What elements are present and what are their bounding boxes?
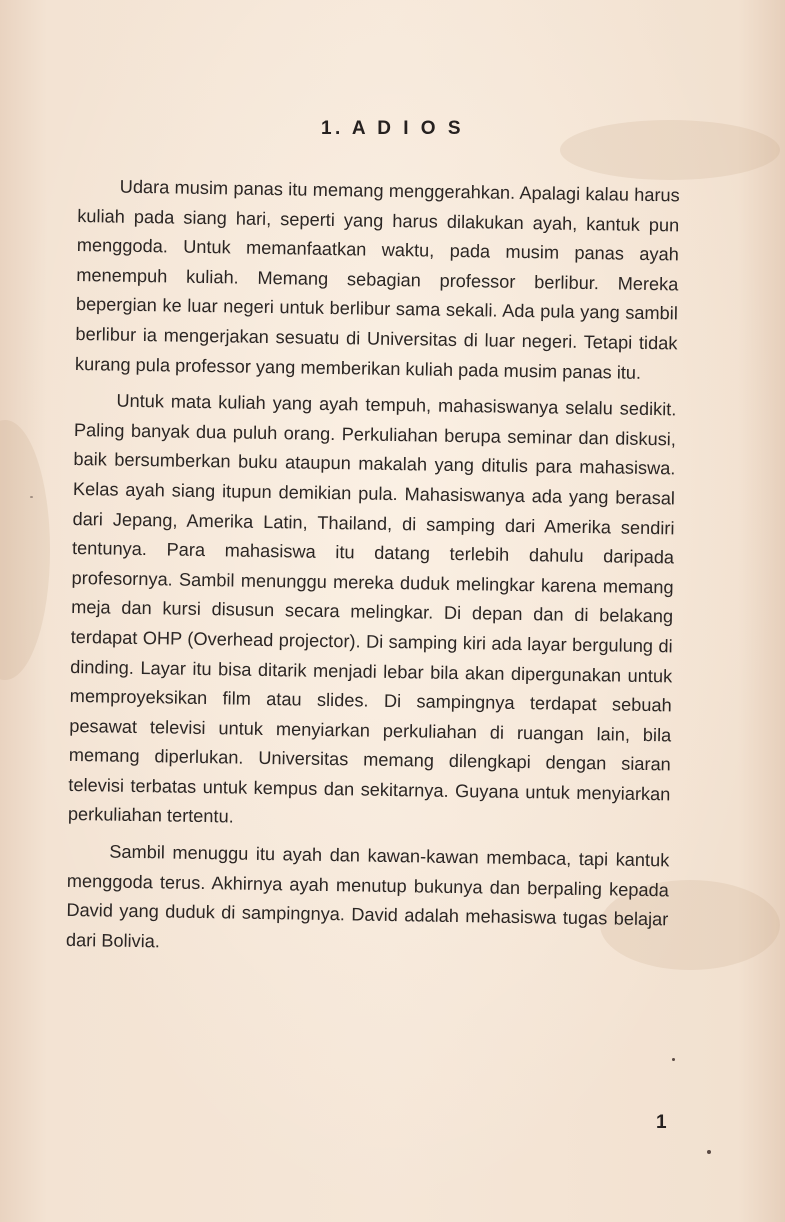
- paragraph-1: Udara musim panas itu memang menggerahkan. Apalagi kalau harus kuliah pada siang hari, seperti yang harus dilakukan ayah, kantuk pun menggoda. Untuk memanfaatkan waktu, pada musim panas ayah menempuh kuliah. Memang sebagian professor berlibur. Mereka bepergian ke luar negeri untuk berlibur sama sekali. Ada pula yang sambil berlibur ia mengerjakan sesuatu di Universitas di luar negeri. Tetapi tidak kurang pula professor yang memberikan kuliah pada musim panas itu.: [74, 176, 680, 383]
- paper-speck: [672, 1058, 675, 1061]
- paper-speck: [707, 1150, 711, 1154]
- chapter-title: 1. A D I O S: [320, 118, 464, 139]
- paper-stain: [0, 420, 50, 680]
- paragraph-2: Untuk mata kuliah yang ayah tempuh, mahasiswanya selalu sedikit. Paling banyak dua puluh orang. Perkuliahan berupa seminar dan diskusi, baik bersumberkan buku ataupun makalah yang ditulis para mahasiswa. Kelas ayah siang itupun demikian pula. Mahasiswanya ada yang berasal dari Jepang, Amerika Latin, Thailand, di samping dari Amerika sendiri tentunya. Para mahasiswa itu datang terlebih dahulu daripada profesornya. Sambil menunggu mereka duduk melingkar karena memang meja dan kursi disusun secara melingkar. Di depan dan di belakang terdapat OHP (Overhead projector). Di samping kiri ada layar bergulung di dinding. Layar itu bisa ditarik menjadi lebar bila akan dipergunakan untuk memproyeksikan film atau slides. Di sampingnya terdapat sebuah pesawat televisi untuk menyiarkan perkuliahan di ruangan lain, bila memang diperlukan. Universitas memang dilengkapi dengan siaran televisi terbatas untuk kempus dan sekitarnya. Guyana untuk menyiarkan perkuliahan tertentu.: [67, 390, 677, 827]
- chapter-body: [66, 172, 680, 972]
- paper-speck: [30, 496, 33, 498]
- page-number: 1: [656, 1112, 667, 1133]
- paragraph-3: Sambil menuggu itu ayah dan kawan-kawan membaca, tapi kantuk menggoda terus. Akhirnya ayah menutup bukunya dan berpaling kepada David yang duduk di sampingnya. David adalah mehasiswa tugas belajar dari Bolivia.: [65, 841, 670, 952]
